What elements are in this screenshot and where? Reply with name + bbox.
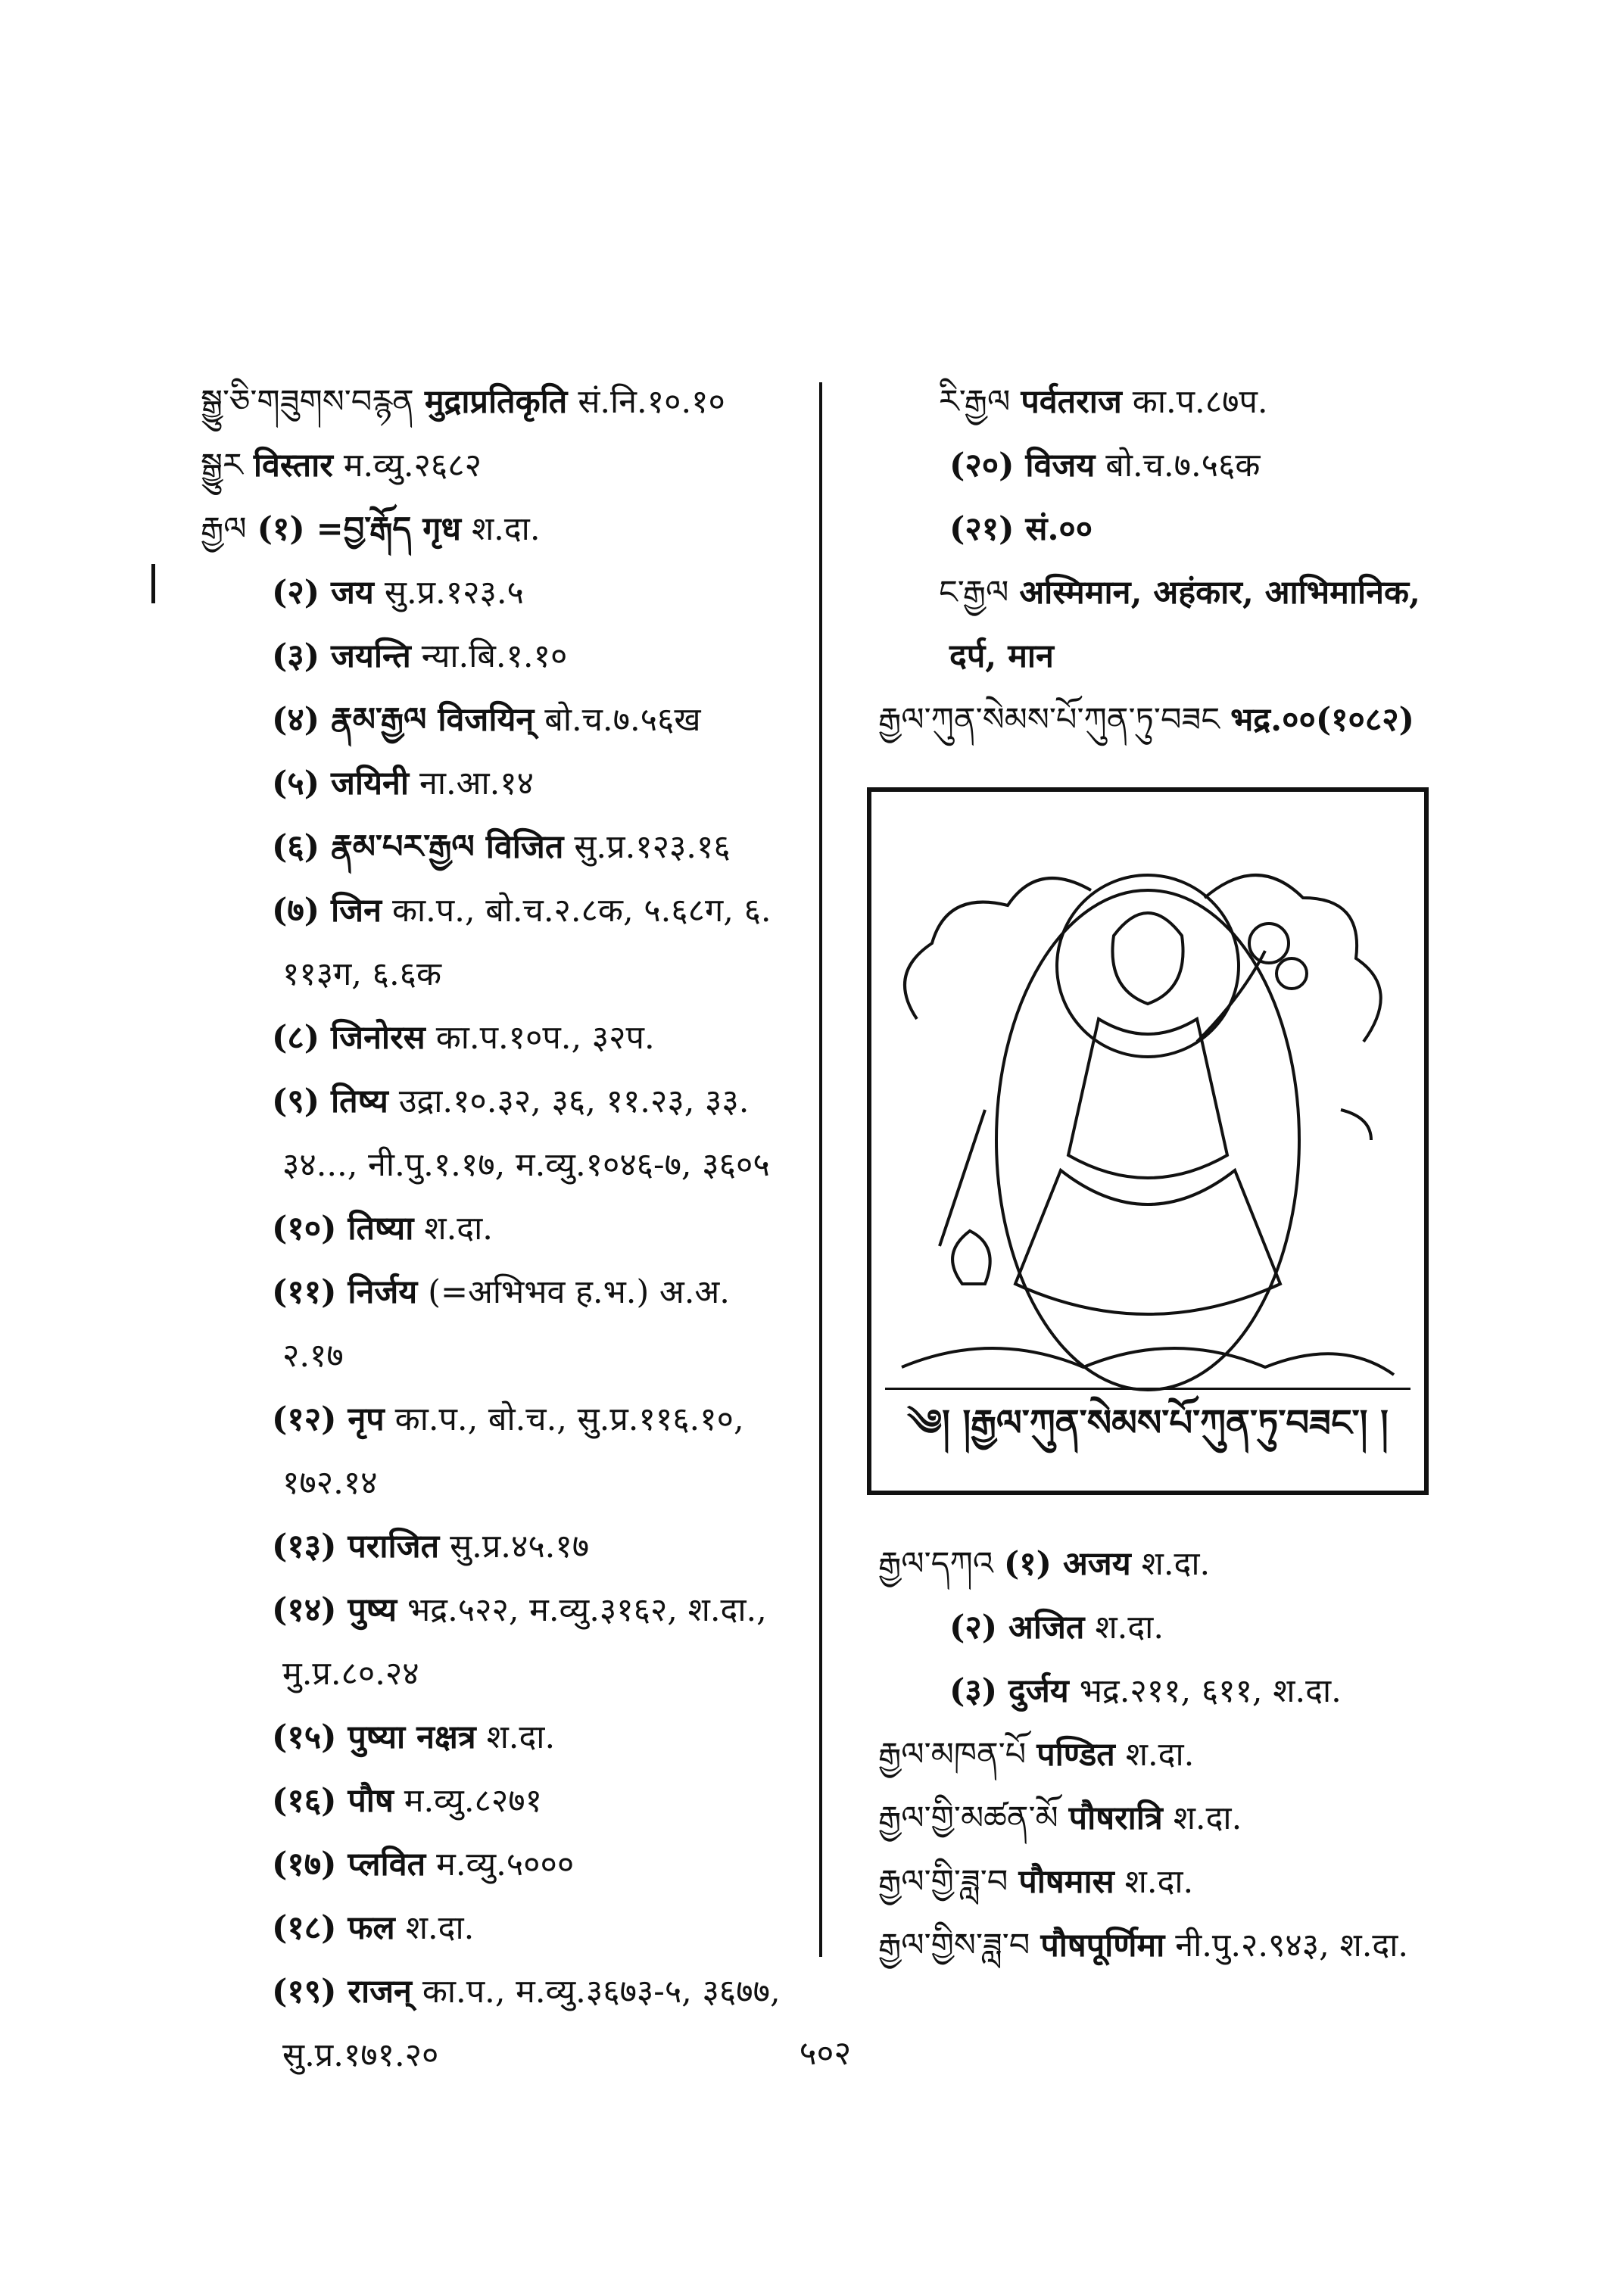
entry-line bbox=[201, 1209, 806, 1248]
right-column-bottom bbox=[878, 1544, 1454, 1989]
entry-dev: (१५) पुष्या नक्षत्र bbox=[272, 1718, 476, 1756]
entry-dev: (८) जिनोरस bbox=[272, 1019, 425, 1057]
entry-ref: म.व्यु.२६८२ bbox=[343, 447, 482, 484]
entry-dev: (१०) तिष्या bbox=[272, 1210, 414, 1248]
entry-ref: श.दा. bbox=[405, 1909, 475, 1947]
entry-line bbox=[201, 1718, 806, 1757]
entry-ref: श.दा. bbox=[424, 1210, 493, 1248]
entry-line bbox=[201, 891, 806, 930]
entry-line bbox=[201, 700, 806, 740]
entry-dev: (१७) प्लवित bbox=[272, 1846, 426, 1883]
entry-line bbox=[878, 1544, 1454, 1584]
entry-line bbox=[201, 827, 806, 867]
entry-dev: पण्डित bbox=[1036, 1736, 1115, 1774]
entry-ref: श.दा. bbox=[486, 1718, 556, 1756]
entry-ref: बो.च.७.५६क bbox=[1105, 447, 1261, 484]
entry-tib: རྒྱལ་གྱི་མཚན་མོ bbox=[878, 1799, 1058, 1837]
entry-ref: का.प.१०प., ३२प. bbox=[435, 1019, 655, 1057]
entry-tib: རྒྱལ་གྱི་ཟླ་བ bbox=[878, 1863, 1008, 1901]
entry-line bbox=[201, 1845, 806, 1884]
entry-ref: मु.प्र.८०.२४ bbox=[282, 1655, 419, 1693]
entry-ref: का.प.८७प. bbox=[1132, 383, 1268, 421]
entry-line bbox=[201, 1972, 806, 2011]
entry-ref: सु.प्र.१२३.५ bbox=[384, 574, 524, 612]
entry-line bbox=[201, 1590, 806, 1630]
entry-line bbox=[201, 1145, 806, 1185]
column-divider bbox=[819, 382, 822, 1957]
entry-tib: རྒྱལ་མཁན་པོ bbox=[878, 1736, 1027, 1774]
entry-line bbox=[878, 637, 1454, 676]
entry-ref: सु.प्र.१२३.१६ bbox=[574, 828, 731, 866]
entry-line bbox=[201, 2036, 806, 2075]
entry-line bbox=[201, 1273, 806, 1312]
entry-line bbox=[201, 1527, 806, 1566]
entry-dev: (२०) विजय bbox=[949, 447, 1096, 484]
entry-dev: पर्वतराज bbox=[1021, 383, 1122, 421]
entry-dev: मुद्राप्रतिकृति bbox=[424, 383, 568, 421]
entry-ref: ११३ग, ६.६क bbox=[282, 955, 442, 993]
left-column bbox=[201, 382, 806, 2099]
entry-ref: ना.आ.१४ bbox=[419, 765, 535, 802]
entry-dev: विस्तार bbox=[253, 447, 333, 484]
entry-tib: རི་རྒྱལ bbox=[939, 383, 1011, 421]
entry-line bbox=[878, 382, 1454, 422]
entry-ref: श.दा. bbox=[1141, 1545, 1211, 1583]
entry-ref: म.व्यु.५००० bbox=[436, 1846, 575, 1883]
entry-ref: श.दा. bbox=[1095, 1609, 1164, 1647]
entry-dev: (२) अजित bbox=[949, 1609, 1085, 1647]
entry-ref: २.१७ bbox=[282, 1337, 344, 1375]
entry-dev: (१२) नृप bbox=[272, 1400, 385, 1438]
entry-ref: म.व्यु.८२७१ bbox=[404, 1782, 542, 1820]
entry-ref: १७२.१४ bbox=[282, 1464, 378, 1502]
page-number: ५०२ bbox=[799, 2034, 852, 2073]
entry-dev: (२) जय bbox=[272, 574, 374, 612]
entry-dev: दर्प, मान bbox=[949, 637, 1054, 675]
entry-ref: का.प., म.व्यु.३६७३-५, ३६७७, bbox=[422, 1973, 781, 2011]
entry-line bbox=[878, 1926, 1454, 1965]
entry-ref: का.प., बो.च., सु.प्र.११६.१०, bbox=[394, 1400, 744, 1438]
entry-dev: (११) निर्जय bbox=[272, 1273, 418, 1311]
entry-dev: (७) जिन bbox=[272, 892, 382, 930]
entry-line bbox=[201, 1463, 806, 1503]
entry-tib: སྒྱུ་ཅི་གཟུགས་བརྙན bbox=[201, 383, 414, 421]
entry-ref: भद्र.५२२, म.व्यु.३१६२, श.दा., bbox=[407, 1591, 767, 1629]
entry-line bbox=[878, 509, 1454, 549]
entry-dev: (१४) पुष्य bbox=[272, 1591, 397, 1629]
entry-dev: (९) तिष्य bbox=[272, 1083, 388, 1120]
entry-line bbox=[878, 1735, 1454, 1774]
entry-line bbox=[201, 1400, 806, 1439]
entry-tib: རྒྱལ་གྱིས་ཟླ་བ bbox=[878, 1927, 1030, 1964]
entry-line bbox=[201, 382, 806, 422]
entry-ref: सं.नि.१०.१० bbox=[578, 383, 725, 421]
entry-dev: (१८) फल bbox=[272, 1909, 395, 1947]
figure-caption: ༄། །རྒྱལ་ཀུན་སེམས་པོ་ཀུན་ཏུ་བཟང་། ། bbox=[885, 1388, 1410, 1477]
entry-tib: རྒྱལ་ཀུན་སེམས་པོ་ཀུན་ཏུ་བཟང bbox=[878, 701, 1220, 739]
entry-line bbox=[878, 446, 1454, 485]
entry-dev: (४) རྣམ་རྒྱལ विजयिन् bbox=[272, 701, 535, 739]
entry-dev: (३) दुर्जय bbox=[949, 1672, 1069, 1710]
entry-ref: श.दा. bbox=[1124, 1863, 1194, 1901]
entry-dev: पौषरात्रि bbox=[1068, 1799, 1163, 1837]
thumb-index-marker bbox=[151, 564, 167, 603]
entry-tib: ང་རྒྱལ bbox=[939, 574, 1009, 612]
entry-ref: सु.प्र.१७१.२० bbox=[282, 2036, 439, 2074]
entry-line bbox=[201, 509, 806, 549]
entry-dev: (१) =བྱ་རྒོད गृध bbox=[257, 510, 461, 548]
entry-ref: ३४..., नी.पु.१.१७, म.व्यु.१०४६-७, ३६०५ bbox=[282, 1146, 770, 1184]
entry-ref: बो.च.७.५६ख bbox=[544, 701, 701, 739]
entry-line bbox=[201, 1082, 806, 1121]
entry-tib: སྒྱུར bbox=[201, 447, 243, 484]
entry-dev: पौषपूर्णिमा bbox=[1040, 1927, 1165, 1964]
entry-tib: རྒྱལ་དཀའ bbox=[878, 1545, 993, 1583]
entry-line bbox=[201, 573, 806, 612]
entry-dev: (१६) पौष bbox=[272, 1782, 394, 1820]
entry-dev: (५) जयिनी bbox=[272, 765, 410, 802]
entry-dev: भद्र.००(१०८२) bbox=[1230, 701, 1414, 739]
entry-ref: का.प., बो.च.२.८क, ५.६८ग, ६. bbox=[391, 892, 771, 930]
entry-line bbox=[878, 700, 1454, 740]
entry-dev: पौषमास bbox=[1018, 1863, 1114, 1901]
entry-ref: श.दा. bbox=[1125, 1736, 1195, 1774]
entry-line bbox=[201, 446, 806, 485]
entry-dev: (१९) राजन् bbox=[272, 1973, 412, 2011]
entry-ref: सु.प्र.४५.१७ bbox=[450, 1528, 590, 1566]
entry-ref: न्या.बि.१.१० bbox=[421, 637, 568, 675]
entry-ref: नी.पु.२.९४३, श.दा. bbox=[1175, 1927, 1409, 1964]
entry-line bbox=[878, 1671, 1454, 1711]
entry-line bbox=[201, 764, 806, 803]
entry-ref: भद्र.२११, ६११, श.दा. bbox=[1079, 1672, 1342, 1710]
entry-ref: (=अभिभव ह.भ.) अ.अ. bbox=[428, 1273, 730, 1311]
entry-dev: (१) अजय bbox=[1003, 1545, 1131, 1583]
entry-dev: (१३) पराजित bbox=[272, 1528, 440, 1566]
entry-ref: उद्रा.१०.३२, ३६, ११.२३, ३३. bbox=[398, 1083, 750, 1120]
entry-ref: श.दा. bbox=[471, 510, 541, 548]
entry-dev: (६) རྣམ་པར་རྒྱལ विजित bbox=[272, 828, 564, 866]
entry-dev: (३) जयन्ति bbox=[272, 637, 411, 675]
entry-line bbox=[201, 637, 806, 676]
entry-line bbox=[878, 573, 1454, 612]
entry-line bbox=[201, 1654, 806, 1693]
entry-line bbox=[201, 1908, 806, 1948]
entry-dev: (२१) सं.०० bbox=[949, 510, 1093, 548]
entry-dev: अस्मिमान, अहंकार, आभिमानिक, bbox=[1019, 574, 1420, 612]
entry-line bbox=[878, 1608, 1454, 1647]
entry-line bbox=[201, 955, 806, 994]
entry-line bbox=[201, 1781, 806, 1821]
entry-line bbox=[201, 1018, 806, 1058]
entry-line bbox=[878, 1862, 1454, 1902]
entry-tib: རྒྱལ bbox=[201, 510, 247, 548]
deity-illustration bbox=[867, 787, 1429, 1495]
entry-line bbox=[878, 1799, 1454, 1838]
entry-line bbox=[201, 1336, 806, 1375]
entry-ref: श.दा. bbox=[1173, 1799, 1242, 1837]
right-column-top bbox=[878, 382, 1454, 764]
